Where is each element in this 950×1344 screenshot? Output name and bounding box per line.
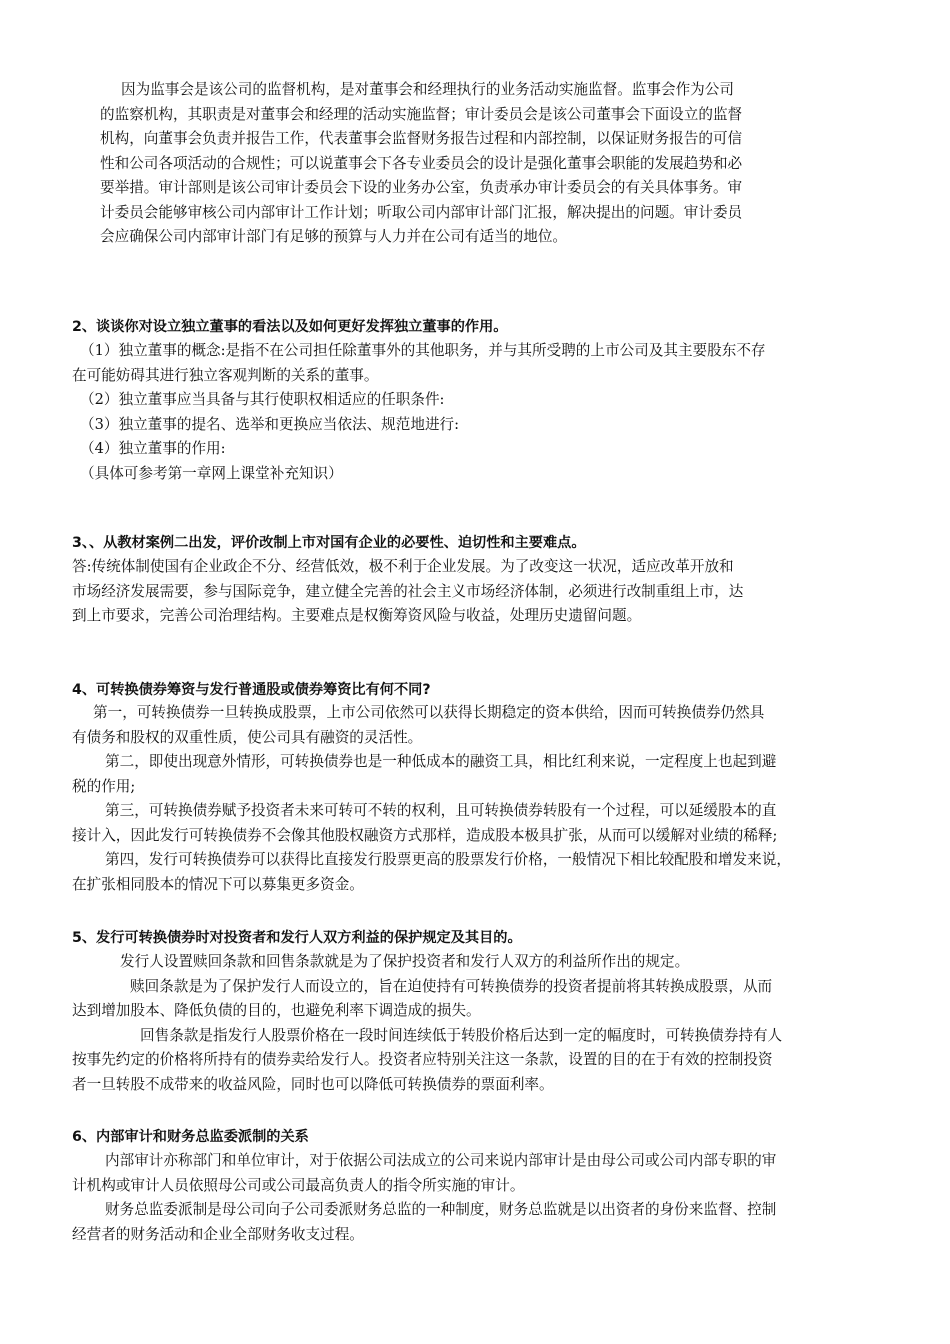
- question-6-heading: 6、内部审计和财务总监委派制的关系: [72, 1129, 309, 1145]
- intro-paragraph: [100, 78, 860, 250]
- intro-line: 性和公司各项活动的合规性；可以说董事会下各专业委员会的设计是强化董事会职能的发展趋势和必: [100, 154, 743, 172]
- intro-line: 的监察机构，其职责是对董事会和经理的活动实施监督；审计委员会是该公司董事会下面设立的监督: [100, 105, 743, 123]
- q5-line: 达到增加股本、降低负债的目的，也避免利率下调造成的损失。: [72, 1002, 481, 1019]
- q3-line: 答:传统体制使国有企业政企不分、经营低效，极不利于企业发展。为了改变这一状况，适应改革开放和: [72, 558, 734, 575]
- q5-line: 按事先约定的价格将所持有的债券卖给发行人。投资者应特别关注这一条款，设置的目的在于有效的控制投资: [72, 1051, 773, 1068]
- question-3-body: [72, 555, 892, 629]
- question-4-heading: 4、可转换债券筹资与发行普通股或债券筹资比有何不同?: [72, 682, 431, 698]
- q5-line: 赎回条款是为了保护发行人而设立的，旨在迫使持有可转换债券的投资者提前将其转换成股票，从而: [130, 977, 773, 995]
- q4-line: 第一，可转换债券一旦转换成股票，上市公司依然可以获得长期稳定的资本供给，因而可转换债券仍然具: [93, 704, 765, 721]
- q6-line: 经营者的财务活动和企业全部财务收支过程。: [72, 1225, 364, 1243]
- question-4-body: [72, 701, 902, 897]
- q4-line: 在扩张相同股本的情况下可以募集更多资金。: [72, 875, 364, 893]
- question-5-body: [72, 950, 892, 1097]
- q6-line: 计机构或审计人员依照母公司或公司最高负责人的指令所实施的审计。: [72, 1176, 525, 1194]
- q2-line: （4）独立董事的作用:: [80, 440, 226, 457]
- intro-line: 机构，向董事会负责并报告工作，代表董事会监督财务报告过程和内部控制，以保证财务报告的可信: [100, 130, 743, 147]
- q4-line: 接计入，因此发行可转换债券不会像其他股权融资方式那样，造成股本极具扩张，从而可以缓解对业绩的稀释;: [72, 826, 778, 844]
- question-3-heading: 3、、从教材案例二出发，评价改制上市对国有企业的必要性、迫切性和主要难点。: [72, 535, 586, 551]
- q5-line: 回售条款是指发行人股票价格在一段时间连续低于转股价格后达到一定的幅度时，可转换债券持有人: [140, 1026, 783, 1044]
- q4-line: 第二，即使出现意外情形，可转换债券也是一种低成本的融资工具，相比红利来说，一定程度上也起到避: [105, 753, 777, 770]
- q2-line: （3）独立董事的提名、选举和更换应当依法、规范地进行:: [80, 415, 460, 433]
- q6-line: 内部审计亦称部门和单位审计，对于依据公司法成立的公司来说内部审计是由母公司或公司内部专职的审: [105, 1152, 777, 1169]
- question-2-body: [72, 339, 892, 486]
- q4-line: 税的作用;: [72, 777, 136, 795]
- q3-line: 市场经济发展需要，参与国际竞争，建立健全完善的社会主义市场经济体制，必须进行改制重组上市，达: [72, 582, 744, 600]
- question-5-heading: 5、发行可转换债券时对投资者和发行人双方利益的保护规定及其目的。: [72, 930, 522, 946]
- q4-line: 第三，可转换债券赋予投资者未来可转可不转的权利，且可转换债券转股有一个过程，可以延缓股本的直: [105, 802, 777, 819]
- q3-line: 到上市要求，完善公司治理结构。主要难点是权衡筹资风险与收益，处理历史遗留问题。: [72, 607, 642, 624]
- q2-line: （1）独立董事的概念:是指不在公司担任除董事外的其他职务，并与其所受聘的上市公司及其主要股东不存: [80, 342, 766, 359]
- q4-line: 第四，发行可转换债券可以获得比直接发行股票更高的股票发行价格，一般情况下相比较配股和增发来说，: [105, 851, 791, 868]
- q2-line: 在可能妨碍其进行独立客观判断的关系的董事。: [72, 366, 379, 384]
- intro-line: 会应确保公司内部审计部门有足够的预算与人力并在公司有适当的地位。: [100, 228, 568, 245]
- question-2-heading: 2、谈谈你对设立独立董事的看法以及如何更好发挥独立董事的作用。: [72, 319, 508, 335]
- q6-line: 财务总监委派制是母公司向子公司委派财务总监的一种制度，财务总监就是以出资者的身份来监督、控制: [105, 1201, 777, 1218]
- q4-line: 有债务和股权的双重性质，使公司具有融资的灵活性。: [72, 728, 423, 746]
- q5-line: 者一旦转股不成带来的收益风险，同时也可以降低可转换债券的票面利率。: [72, 1075, 554, 1093]
- question-6-body: [72, 1149, 892, 1247]
- q2-line: （2）独立董事应当具备与其行使职权相适应的任职条件:: [80, 391, 445, 408]
- intro-line: 计委员会能够审核公司内部审计工作计划；听取公司内部审计部门汇报，解决提出的问题。审计委员: [100, 203, 743, 221]
- q5-line: 发行人设置赎回条款和回售条款就是为了保护投资者和发行人双方的利益所作出的规定。: [120, 953, 690, 970]
- q2-line: （具体可参考第一章网上课堂补充知识）: [80, 464, 343, 482]
- intro-line: 要举措。审计部则是该公司审计委员会下设的业务办公室，负责承办审计委员会的有关具体事务。审: [100, 179, 743, 196]
- intro-line: 因为监事会是该公司的监督机构，是对董事会和经理执行的业务活动实施监督。监事会作为公司: [121, 81, 734, 98]
